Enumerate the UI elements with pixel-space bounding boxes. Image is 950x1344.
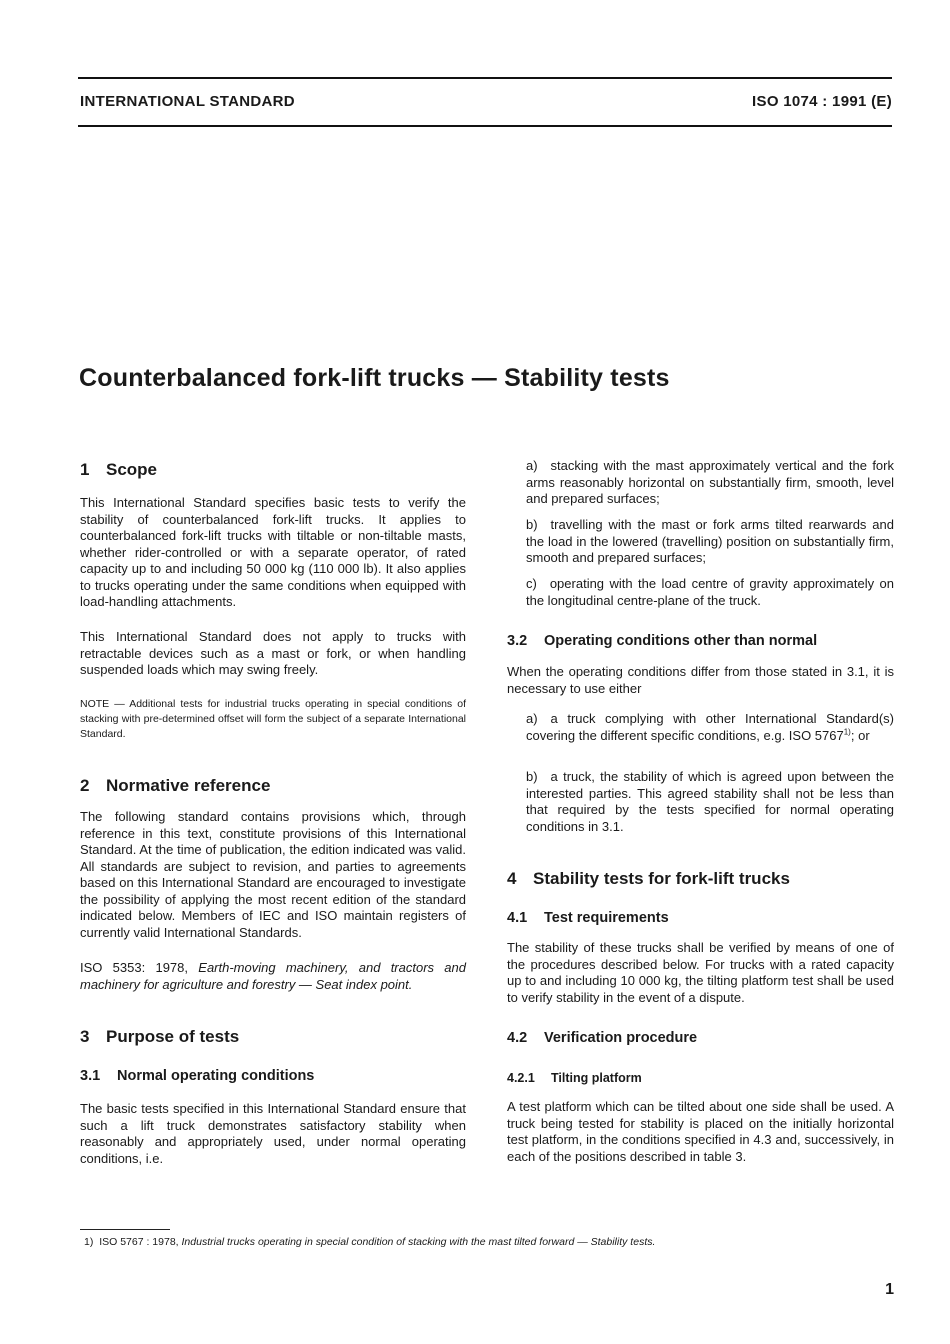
normative-reference-paragraph: The following standard contains provisions which, through reference in this text, constitute provisions of this International Standard. At the time of publication, the edition indicated was valid. All standards are subject to revision, and parties to agreements based on this International Standard are encouraged to investigate the possibility of applying the most recent edition of the standard indicated below. Members of IEC and ISO maintain registers of currently valid International Standards. [80,809,466,940]
section-2-title: Normative reference [106,776,271,795]
normal-conditions-paragraph: The basic tests specified in this International Standard ensure that such a lift truck demonstrates satisfactory stability when reasonably and appropriately used, under normal operating conditions, i.e. [80,1101,466,1166]
document-title: Counterbalanced fork-lift trucks — Stability tests [79,364,670,392]
header-standard-type: INTERNATIONAL STANDARD [80,93,295,110]
section-4-title: Stability tests for fork-lift trucks [533,869,790,888]
other-condition-item-a-tail: ; or [850,727,870,743]
section-3-number: 3 [80,1027,90,1046]
condition-item-c: c) operating with the load centre of gravity approximately on the longitudinal centre-plane of the truck. [526,576,894,608]
subsection-3-1-title: Normal operating conditions [117,1068,315,1084]
reference-title: Earth-moving machinery, and tractors and machinery for agriculture and forestry — Seat index point. [80,960,466,992]
other-conditions-paragraph: When the operating conditions differ from those stated in 3.1, it is necessary to use either [507,664,894,696]
section-3-heading [80,1027,466,1047]
subsection-4-2-title: Verification procedure [544,1030,698,1046]
scope-note: NOTE — Additional tests for industrial trucks operating in special conditions of stacking with pre-determined offset will form the subject of a separate International Standard. [80,698,466,740]
header-standard-number: ISO 1074 : 1991 (E) [752,93,892,110]
test-requirements-paragraph: The stability of these trucks shall be verified by means of one of the procedures described below. For trucks with a rated capacity up to and including 10 000 kg, the tilting platform test shall be used to verify stability in the event of a dispute. [507,940,894,1005]
condition-item-b: b) travelling with the mast or fork arms tilted rearwards and the load in the lowered (travelling) position on substantially firm, smooth and prepared surfaces; [526,517,894,565]
subsection-4-2-number: 4.2 [507,1030,528,1046]
footnote [84,1236,655,1248]
subsection-4-1-heading [507,910,894,926]
subsection-4-2-1-heading [507,1071,894,1085]
subsection-4-2-1-title: Tilting platform [551,1071,642,1085]
section-4-number: 4 [507,869,517,888]
section-2-heading [80,776,466,796]
subsection-3-1-heading [80,1068,466,1084]
subsection-3-1-number: 3.1 [80,1068,101,1084]
subsection-3-2-heading [507,633,894,649]
subsection-4-1-number: 4.1 [507,910,528,926]
scope-paragraph-2: This International Standard does not apply to trucks with retractable devices such as a mast or fork, or when handling suspended loads which may swing freely. [80,629,466,677]
tilting-platform-paragraph: A test platform which can be tilted about one side shall be used. A truck being tested for stability is placed on the initially horizontal test platform, in the conditions specified in 4.3 and, successively, in each of the positions described in table 3. [507,1099,894,1164]
footnote-rule [80,1229,170,1230]
section-1-title: Scope [106,460,158,479]
header-bottom-rule [78,125,892,127]
section-1-heading [80,460,466,480]
section-1-number: 1 [80,460,90,479]
subsection-3-2-number: 3.2 [507,633,528,649]
footnote-mark: 1) [84,1236,94,1248]
header-top-rule [78,77,892,79]
other-condition-item-a [507,711,894,744]
footnote-title: Industrial trucks operating in special condition of stacking with the mast tilted forward — Stability tests. [181,1236,656,1248]
subsection-4-1-title: Test requirements [544,910,669,926]
condition-item-a: a) stacking with the mast approximately vertical and the fork arms reasonably horizontal on substantially firm, smooth, level and prepared surfaces; [526,458,894,506]
normative-reference-entry [80,960,466,993]
scope-paragraph-1: This International Standard specifies basic tests to verify the stability of counterbalanced fork-lift trucks. It applies to counterbalanced fork-lift trucks with tiltable or non-tiltable masts, whether rider-controlled or with a separate operator, of rated capacity up to and including 50 000 kg (110 000 lb). It also applies to trucks operating under the same conditions when equipped with load-handling attachments. [80,495,466,609]
section-3-title: Purpose of tests [106,1027,240,1046]
footnote-reference-mark: 1) [843,727,851,737]
other-condition-item-a-text: a) a truck complying with other International Standard(s) covering the different specific conditions, e.g. ISO 5767 [526,711,894,743]
subsection-4-2-heading [507,1030,894,1046]
page-number: 1 [885,1281,894,1298]
footnote-reference: ISO 5767 : 1978, [99,1236,179,1248]
subsection-3-2-title: Operating conditions other than normal [544,633,818,649]
section-2-number: 2 [80,776,90,795]
reference-number: ISO 5353: 1978, [80,960,188,975]
other-condition-item-b: b) a truck, the stability of which is agreed upon between the interested parties. This agreed stability shall not be less than that required by the tests specified for normal operating conditions in 3.1. [526,769,894,834]
subsection-4-2-1-number: 4.2.1 [507,1071,535,1085]
section-4-heading [507,869,894,889]
